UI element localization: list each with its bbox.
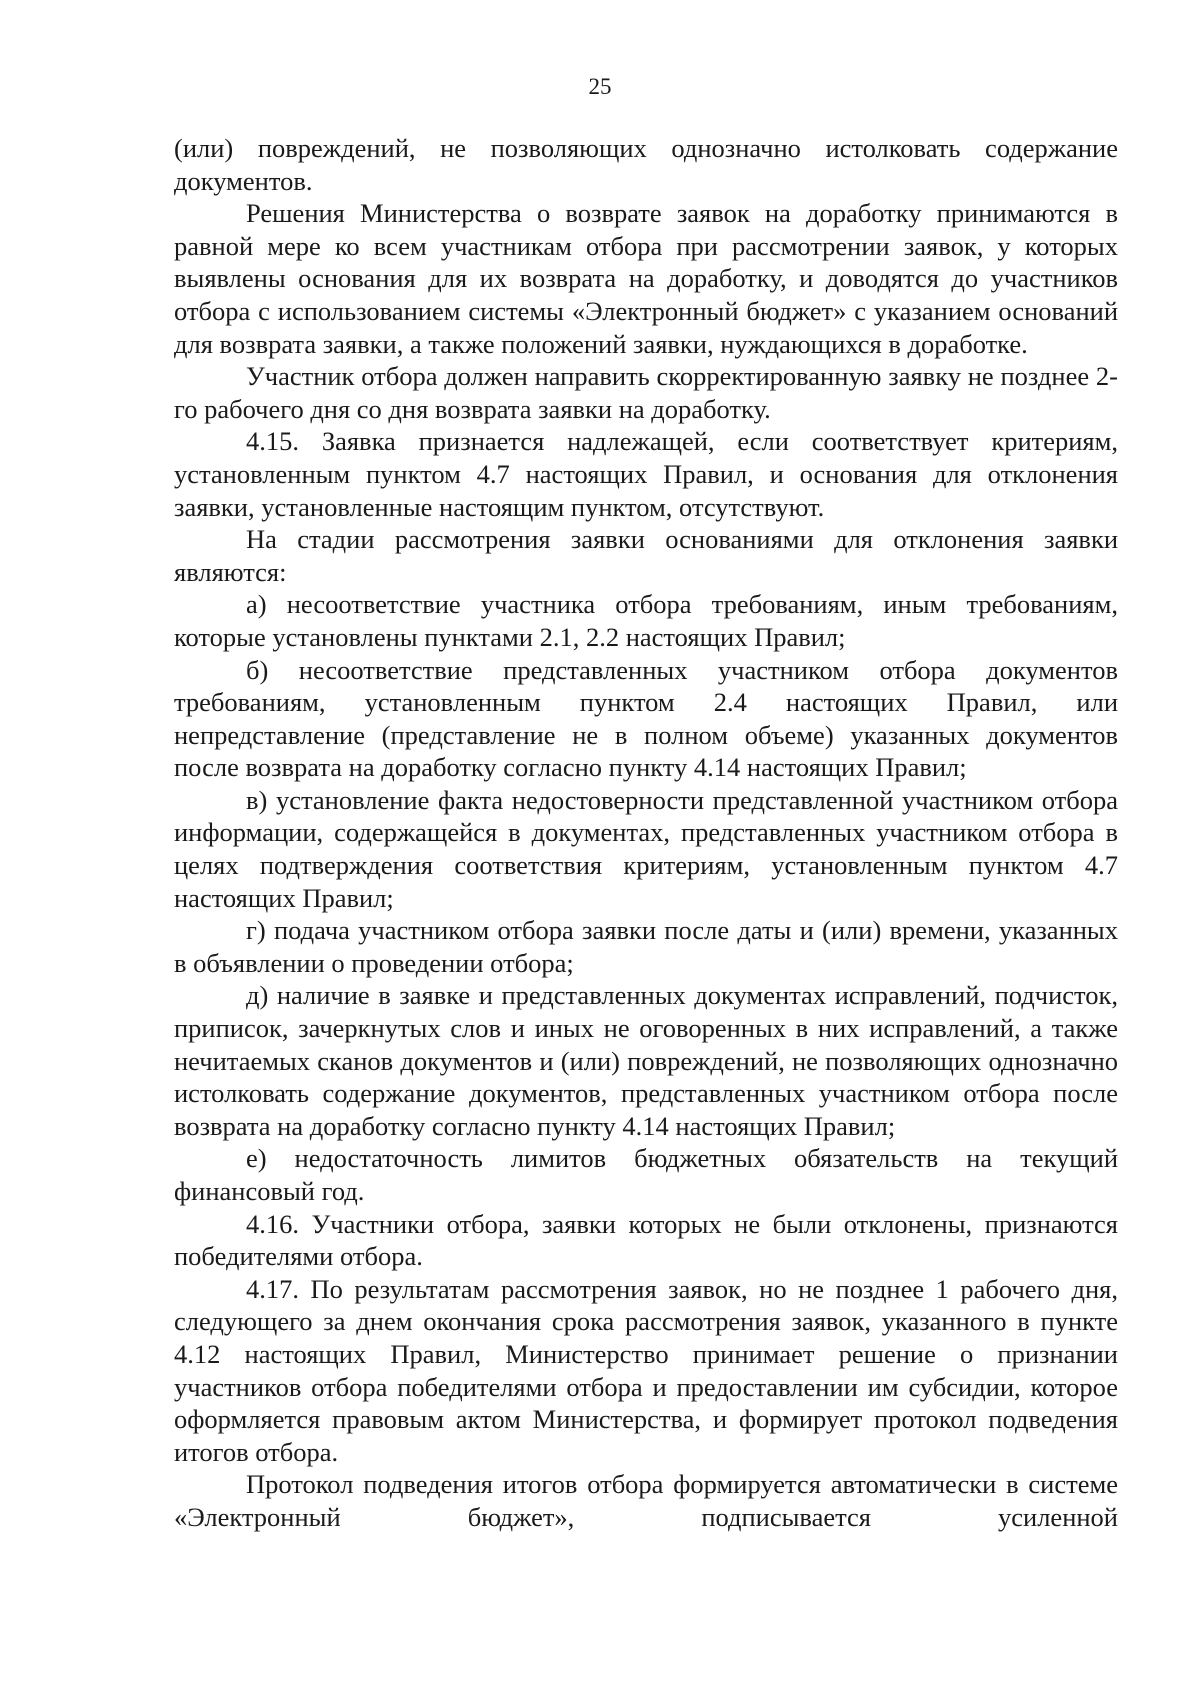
- paragraph-return-decisions: Решения Министерства о возврате заявок на доработку принимаются в равной мере ко всем участникам отбора при рассмотрении заявок, у которых выявлены основания для их возврата на доработку, и доводятся до участников отбора с использованием системы «Электронный бюджет» с указанием оснований для возврата заявки, а также положений заявки, нуждающихся в доработке.: [174, 198, 1118, 359]
- paragraph-protocol: Протокол подведения итогов отбора формируется автоматически в системе «Электронный бюджет», подписывается усиленной: [174, 1469, 1118, 1532]
- page-body: [174, 132, 1118, 1534]
- paragraph-4-16: 4.16. Участники отбора, заявки которых не были отклонены, признаются победителями отбора.: [174, 1208, 1118, 1272]
- paragraph-4-15: 4.15. Заявка признается надлежащей, если соответствует критериям, установленным пунктом 4.7 настоящих Правил, и основания для отклонения заявки, установленные настоящим пунктом, отсутствуют.: [174, 426, 1118, 522]
- paragraph-4-17: 4.17. По результатам рассмотрения заявок, но не позднее 1 рабочего дня, следующего за днем окончания срока рассмотрения заявок, указанного в пункте 4.12 настоящих Правил, Министерство принимает решение о признании участников отбора победителями отбора и предоставлении им субсидии, которое оформляется правовым актом Министерства, и формирует протокол подведения итогов отбора.: [174, 1273, 1118, 1467]
- page-number: 25: [588, 74, 612, 99]
- paragraph-corrected-application: Участник отбора должен направить скорректированную заявку не позднее 2-го рабочего дня со дня возврата заявки на доработку.: [174, 361, 1118, 424]
- paragraph-continuation: (или) повреждений, не позволяющих однозначно истолковать содержание документов.: [174, 133, 1118, 196]
- list-item-d: д) наличие в заявке и представленных документах исправлений, подчисток, приписок, зачеркнутых слов и иных не оговоренных в них исправлений, а также нечитаемых сканов документов и (или) повреждений, не позволяющих однозначно истолковать содержание документов, представленных участником отбора после возврата на доработку согласно пункту 4.14 настоящих Правил;: [174, 980, 1118, 1141]
- list-item-e: е) недостаточность лимитов бюджетных обязательств на текущий финансовый год.: [174, 1143, 1118, 1206]
- list-item-v: в) установление факта недостоверности представленной участником отбора информации, содержащейся в документах, представленных участником отбора в целях подтверждения соответствия критериям, установленным пунктом 4.7 настоящих Правил;: [174, 784, 1118, 913]
- list-item-a: а) несоответствие участника отбора требованиям, иным требованиям, которые установлены пунктами 2.1, 2.2 настоящих Правил;: [174, 589, 1118, 652]
- paragraph-rejection-grounds: На стадии рассмотрения заявки основаниями для отклонения заявки являются:: [174, 524, 1118, 587]
- list-item-g: г) подача участником отбора заявки после даты и (или) времени, указанных в объявлении о проведении отбора;: [174, 915, 1118, 978]
- list-item-b: б) несоответствие представленных участником отбора документов требованиям, установленным пунктом 2.4 настоящих Правил, или непредставление (представление не в полном объеме) указанных документов после возврата на доработку согласно пункту 4.14 настоящих Правил;: [174, 654, 1118, 783]
